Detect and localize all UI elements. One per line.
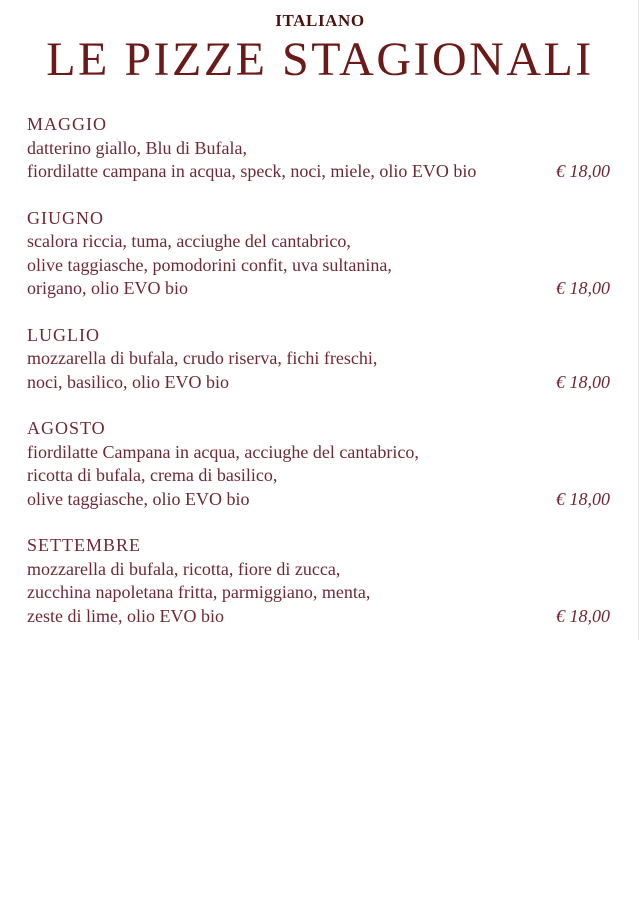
menu-line-text: zeste di lime, olio EVO bio (27, 605, 224, 626)
menu-language-label: ITALIANO (275, 11, 365, 30)
menu-line (27, 558, 610, 582)
menu-section-settembre (27, 534, 610, 628)
price-value: € 18,00 (556, 605, 610, 626)
page-title: LE PIZZE STAGIONALI (46, 33, 594, 86)
menu-line-text: fiordilatte Campana in acqua, acciughe del cantabrico, (27, 441, 419, 462)
menu-section-agosto (27, 417, 610, 511)
section-heading-agosto: AGOSTO (27, 418, 106, 439)
section-heading-giugno: GIUGNO (27, 207, 104, 228)
menu-line-text: olive taggiasche, olio EVO bio (27, 488, 250, 509)
menu-content (0, 113, 640, 628)
menu-line-text: zucchina napoletana fritta, parmiggiano, menta, (27, 582, 371, 603)
menu-section-giugno (27, 207, 610, 301)
menu-line (27, 230, 610, 254)
menu-line (27, 488, 610, 512)
section-heading-settembre: SETTEMBRE (27, 535, 142, 556)
menu-line-text: noci, basilico, olio EVO bio (27, 371, 229, 392)
page-right-edge-line (638, 0, 639, 640)
section-heading-maggio: MAGGIO (27, 114, 107, 135)
menu-line-text: origano, olio EVO bio (27, 278, 188, 299)
menu-line (27, 464, 610, 488)
price-value: € 18,00 (556, 488, 610, 509)
menu-line (27, 160, 610, 184)
menu-line (27, 254, 610, 278)
menu-line-text: datterino giallo, Blu di Bufala, (27, 137, 247, 158)
menu-line (27, 605, 610, 629)
price-value: € 18,00 (556, 278, 610, 299)
menu-section-luglio (27, 324, 610, 395)
menu-line-text: mozzarella di bufala, crudo riserva, fichi freschi, (27, 348, 378, 369)
menu-line-text: olive taggiasche, pomodorini confit, uva sultanina, (27, 254, 392, 275)
menu-line-text: fiordilatte campana in acqua, speck, noci, miele, olio EVO bio (27, 161, 477, 182)
menu-line (27, 347, 610, 371)
menu-line-text: ricotta di bufala, crema di basilico, (27, 465, 278, 486)
menu-line (27, 277, 610, 301)
price-value: € 18,00 (556, 161, 610, 182)
menu-line (27, 371, 610, 395)
menu-line-text: mozzarella di bufala, ricotta, fiore di zucca, (27, 558, 341, 579)
menu-line (27, 581, 610, 605)
menu-line (27, 441, 610, 465)
menu-line (27, 137, 610, 161)
menu-section-maggio (27, 113, 610, 184)
section-heading-luglio: LUGLIO (27, 324, 100, 345)
menu-line-text: scalora riccia, tuma, acciughe del cantabrico, (27, 231, 351, 252)
price-value: € 18,00 (556, 371, 610, 392)
